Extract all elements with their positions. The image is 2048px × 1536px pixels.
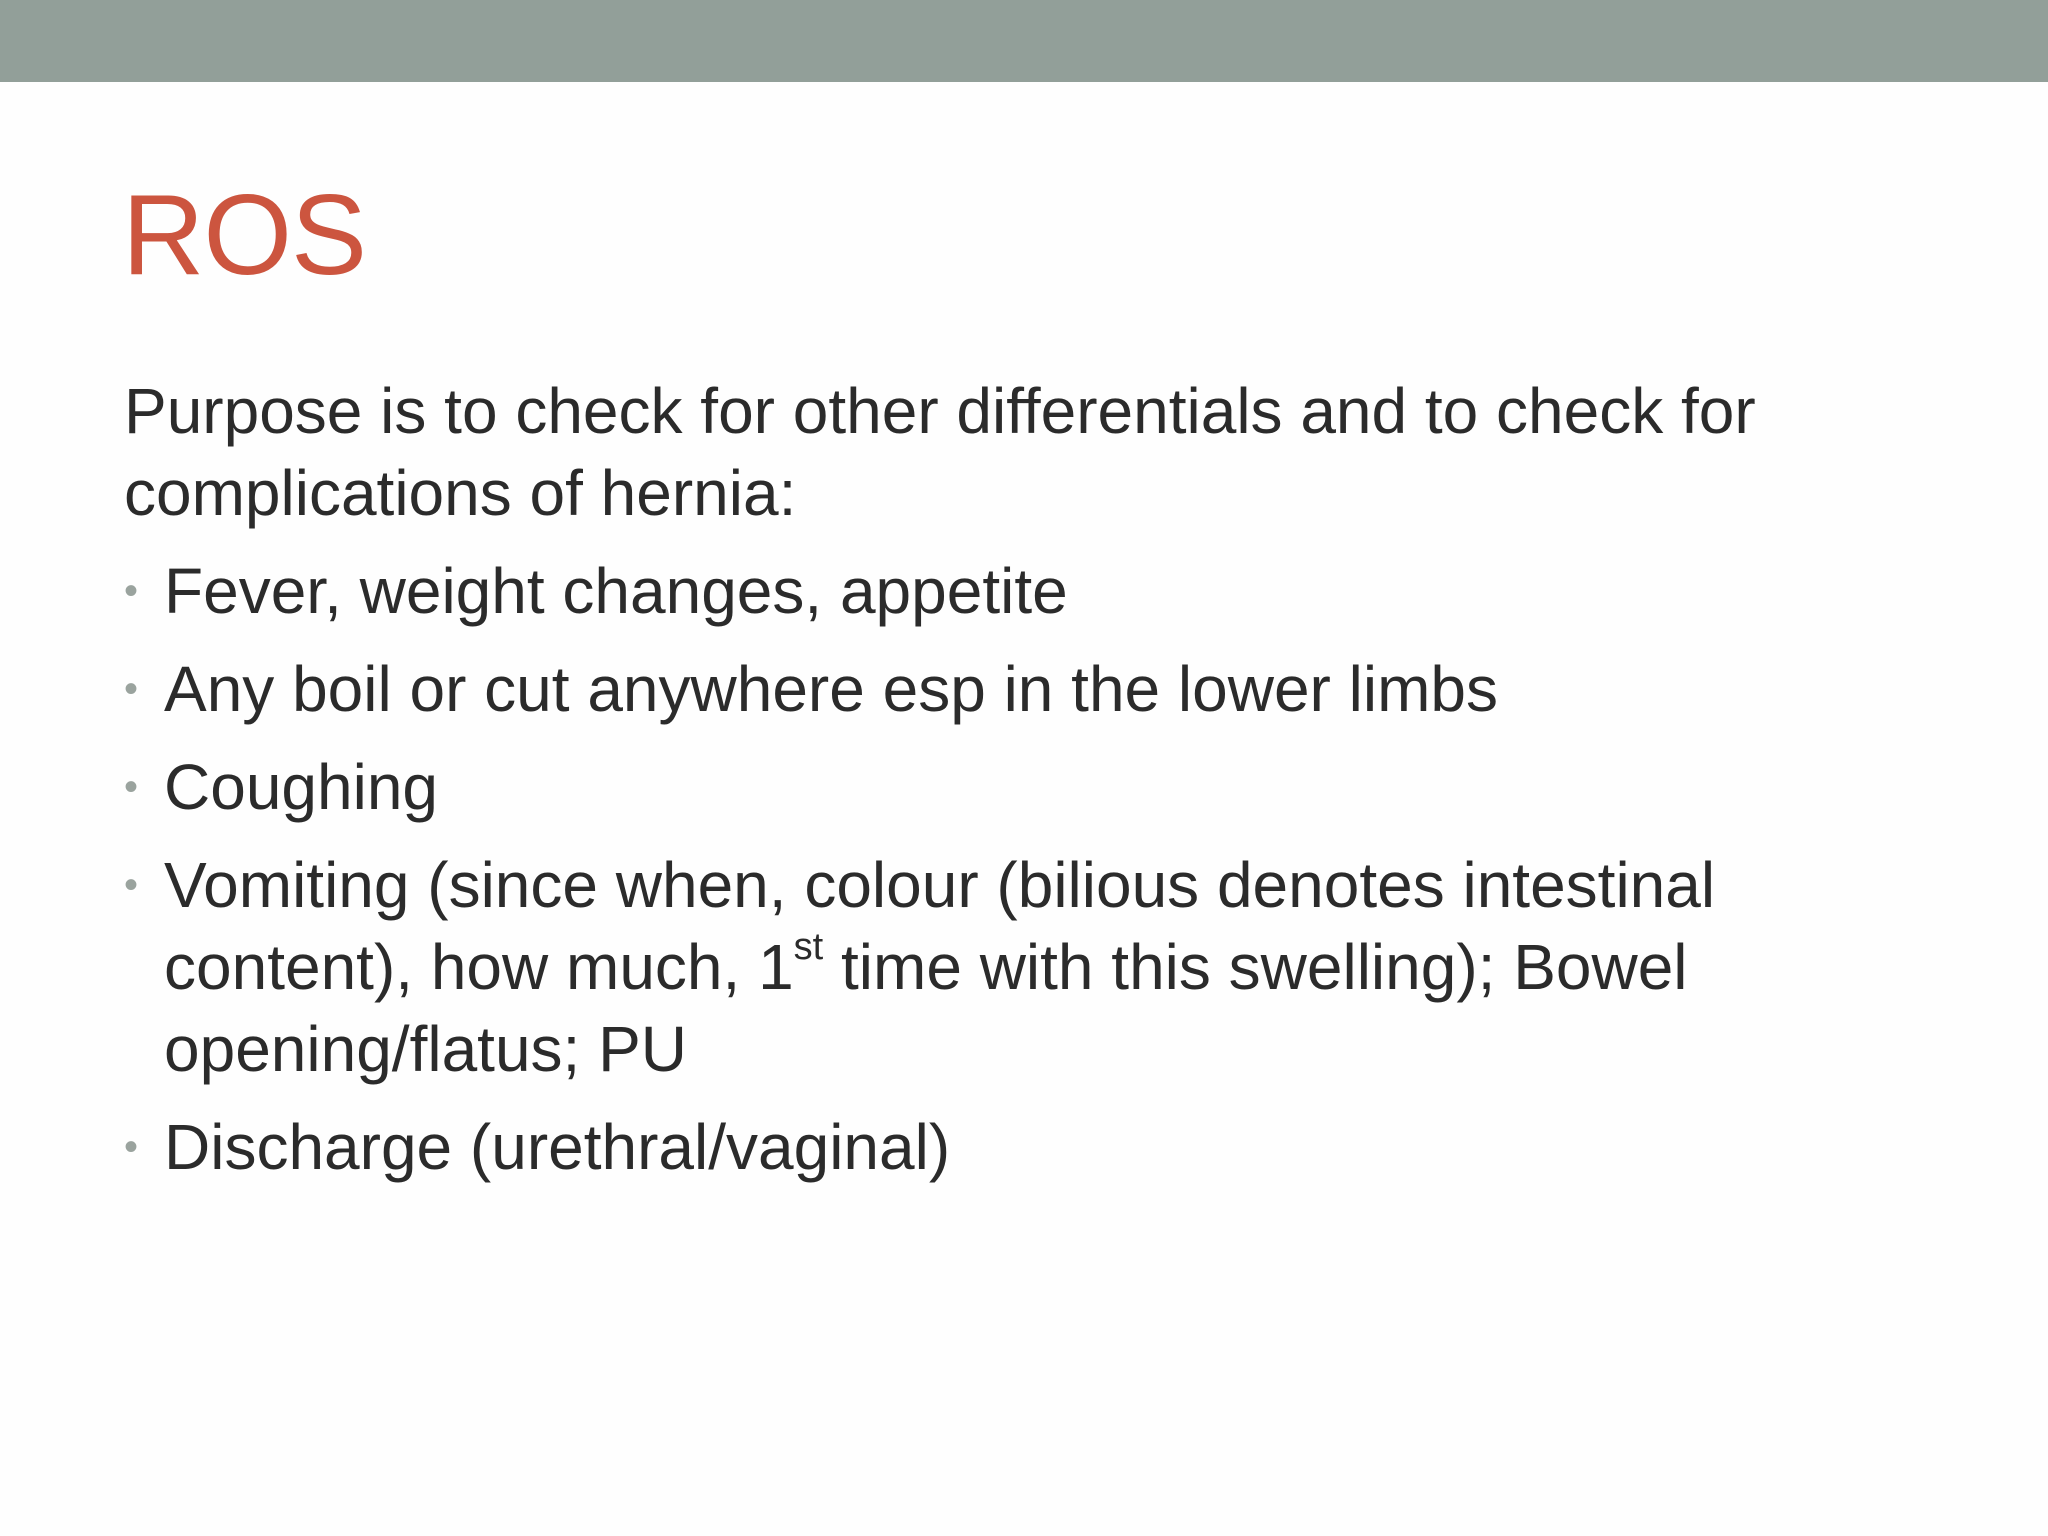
bullet-text: Discharge (urethral/vaginal) — [164, 1111, 951, 1183]
bullet-item — [124, 746, 1964, 828]
bullet-text-part: Vomiting (since when, colour (bilious denotes intestinal content), how much, 1 — [164, 849, 1716, 1003]
ordinal-superscript: st — [793, 925, 824, 968]
bullet-dot-icon: • — [124, 863, 139, 907]
bullet-item — [124, 1106, 1964, 1188]
bullet-dot-icon: • — [124, 569, 139, 613]
bullet-text: Fever, weight changes, appetite — [164, 555, 1068, 627]
slide-title: ROS — [122, 172, 367, 299]
bullet-item — [124, 844, 1964, 1090]
bullet-dot-icon: • — [124, 1125, 139, 1169]
intro-paragraph: Purpose is to check for other differentials and to check for complications of hernia: — [124, 375, 1756, 529]
bullet-text: Any boil or cut anywhere esp in the lower limbs — [164, 653, 1498, 725]
bullet-item — [124, 550, 1964, 632]
bullet-list — [124, 550, 1964, 1188]
bullet-text — [164, 849, 1715, 1085]
slide-body — [124, 370, 1964, 1204]
bullet-dot-icon: • — [124, 765, 139, 809]
top-accent-band — [0, 0, 2048, 82]
bullet-text: Coughing — [164, 751, 438, 823]
bullet-item — [124, 648, 1964, 730]
bullet-text-part: time with this swelling); Bowel opening/flatus; PU — [164, 931, 1688, 1085]
bullet-dot-icon: • — [124, 667, 139, 711]
